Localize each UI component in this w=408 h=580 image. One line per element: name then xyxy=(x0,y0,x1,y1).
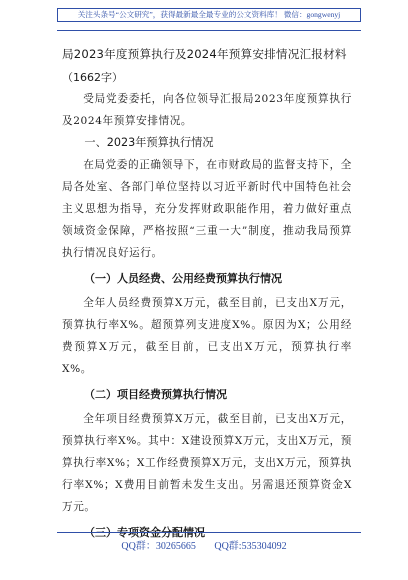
section-execution-paragraph: 在局党委的正确领导下，在市财政局的监督支持下，全局各处室、各部门单位坚持以习近平新时代中国特色社会主义思想为指导，充分发挥财政职能作用，着力做好重点领域资金保障，严格按照“三重一大”制度，推动我局预算执行情况良好运行。 xyxy=(62,159,352,259)
subsection-heading-special-funds: （三）专项资金分配情况 xyxy=(84,526,205,539)
subsection-personnel-paragraph: 全年人员经费预算X万元，截至目前，已支出X万元，预算执行率X%。超预算列支进度X%。原因为X；公用经费预算X万元，截至目前，已支出X万元，预算执行率X%。 xyxy=(62,297,352,375)
subsection-project-paragraph: 全年项目经费预算X万元，截至目前，已支出X万元，预算执行率X%。其中：X建设预算X万元，支出X万元，预算执行率X%；X工作经费预算X万元，支出X万元，预算执行率X%；X费用目前暂未发生支出。另需退还预算资金X万元。 xyxy=(62,413,352,513)
footer xyxy=(0,537,408,552)
footer-qq-group-1: QQ群：30265665 xyxy=(121,541,196,552)
document-title: 局2023年度预算执行及2024年预算安排情况汇报材料 xyxy=(62,47,347,61)
subsection-heading-personnel: （一）人员经费、公用经费预算执行情况 xyxy=(84,272,282,285)
subsection-heading-project: （二）项目经费预算执行情况 xyxy=(84,388,227,401)
footer-qq-group-2: QQ群:535304092 xyxy=(214,541,287,552)
word-count: （1662字） xyxy=(62,71,123,84)
promo-banner: 关注头条号“公文研究”，获得最新最全最专业的公文资料库！ 微信：gongwenyj xyxy=(57,8,361,22)
document-page xyxy=(62,44,352,546)
section-heading-execution: 一、2023年预算执行情况 xyxy=(84,136,214,149)
intro-paragraph: 受局党委委托，向各位领导汇报局2023年度预算执行及2024年预算安排情况。 xyxy=(62,93,352,127)
footer-rule xyxy=(57,532,361,533)
header-rule xyxy=(57,30,361,31)
